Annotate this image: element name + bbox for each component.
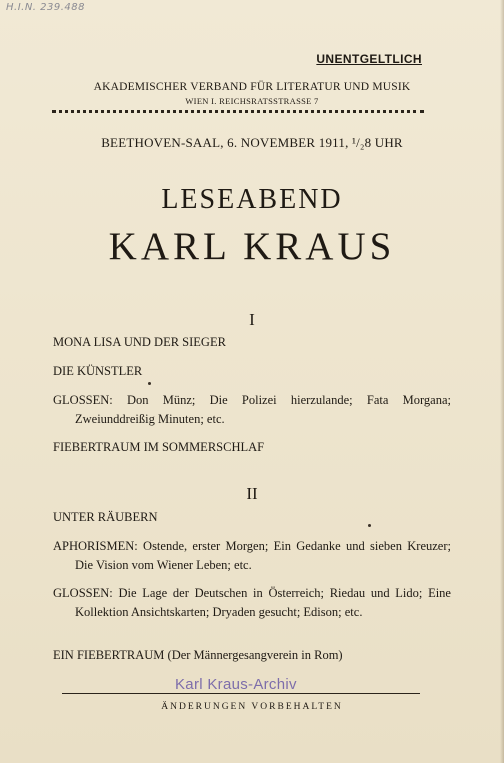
organization-name: AKADEMISCHER VERBAND FÜR LITERATUR UND MUSIK [93, 81, 411, 93]
program-item: MONA LISA UND DER SIEGER [53, 335, 226, 349]
program-item: DIE KÜNSTLER [53, 364, 143, 378]
archive-stamp: Karl Kraus-Archiv [175, 676, 297, 693]
paper-edge [500, 0, 504, 763]
program-item: EIN FIEBERTRAUM (Der Männergesangverein in Rom) [53, 648, 343, 662]
event-title: LESEABEND [161, 184, 343, 215]
dotted-divider [52, 110, 424, 113]
program-item: GLOSSEN: Don Münz; Die Polizei hierzulande; Fata Morgana; Zweiunddreißig Minuten; etc. [53, 393, 451, 426]
program-item: FIEBERTRAUM IM SOMMERSCHLAF [53, 440, 265, 454]
footer-rule [62, 693, 420, 694]
program-item: APHORISMEN: Ostende, erster Morgen; Ein Gedanke und sieben Kreuzer; Die Vision vom Wiener Leben; etc. [53, 539, 451, 572]
part-one-numeral: I [249, 310, 255, 329]
ink-speck [148, 382, 151, 385]
program-item: UNTER RÄUBERN [53, 510, 158, 524]
organization-address: WIEN I. REICHSRATSSTRASSE 7 [185, 96, 319, 106]
archive-inventory-mark: H.I.N. 239.488 [6, 2, 86, 13]
part-two-numeral: II [246, 484, 258, 503]
event-speaker: KARL KRAUS [108, 225, 396, 268]
event-venue-date-time: BEETHOVEN-SAAL, 6. NOVEMBER 1911, ¹/₂8 UHR [101, 135, 403, 150]
free-admission-label: UNENTGELTLICH [316, 52, 422, 66]
program-item: GLOSSEN: Die Lage der Deutschen in Österreich; Riedau und Lido; Eine Kollektion Ansichtskarten; Dryaden gesucht; Edison; etc. [53, 586, 451, 619]
ink-speck [368, 524, 371, 527]
footer-note: ÄNDERUNGEN VORBEHALTEN [161, 702, 343, 712]
